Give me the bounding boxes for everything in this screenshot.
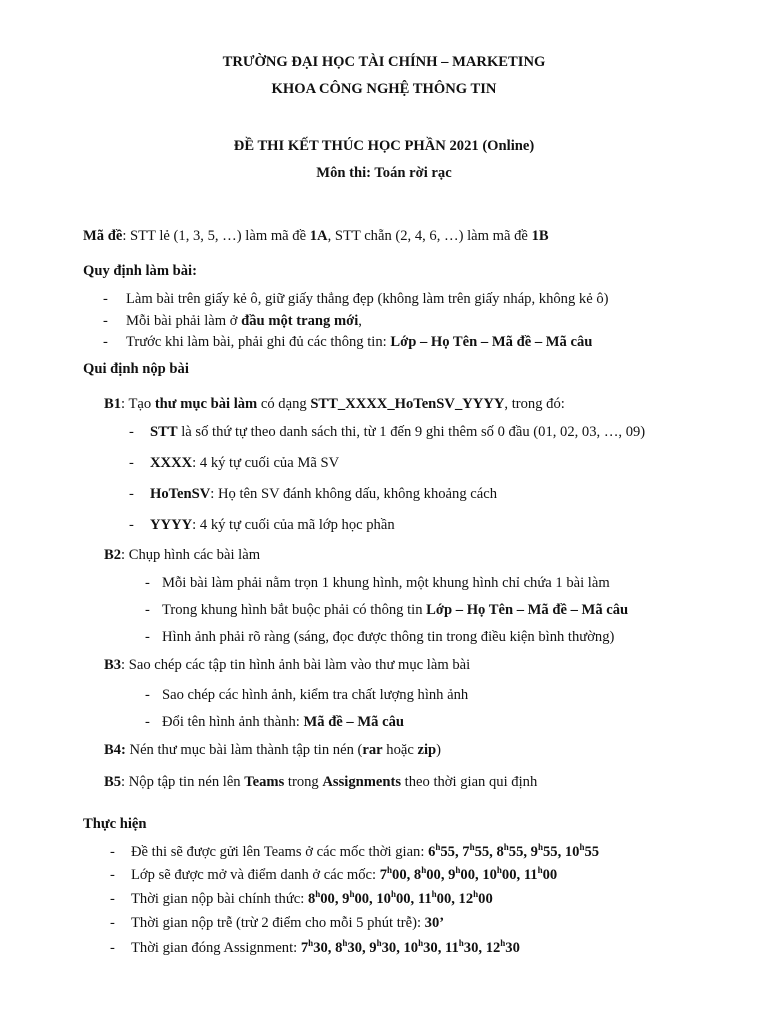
exam-code-line — [83, 229, 549, 244]
schedule-times — [428, 844, 599, 860]
exam-code-text-1: : STT lẻ (1, 3, 5, …) làm mã đề — [122, 228, 310, 244]
step-text: trong — [284, 774, 323, 790]
step-bold: zip — [417, 742, 437, 758]
schedule-text: Thời gian đóng Assignment: — [131, 940, 301, 956]
time-value: 8$^h$30, — [335, 938, 370, 956]
time-value: 10$^h$30, — [403, 938, 445, 956]
schedule-times — [308, 891, 493, 907]
time-value: 12$^h$30 — [485, 938, 520, 956]
faculty-name: KHOA CÔNG NGHỆ THÔNG TIN — [271, 81, 497, 97]
exam-subject: Môn thi: Toán rời rạc — [316, 165, 452, 181]
schedule-text: Đề thi sẽ được gửi lên Teams ở các mốc thời gian: — [131, 844, 429, 860]
bullet-dash: - — [145, 602, 150, 618]
step-label: B5 — [104, 774, 122, 790]
submission-rules-heading: Qui định nộp bài — [83, 361, 189, 377]
rule-bold: đầu một trang mới — [241, 313, 359, 329]
item-text: : 4 ký tự cuối của Mã SV — [192, 455, 340, 471]
bullet-dash: - — [110, 867, 115, 883]
schedule-text: Thời gian nộp bài chính thức: — [131, 891, 308, 907]
b2-item: Hình ảnh phải rõ ràng (sáng, đọc được thông tin trong điều kiện bình thường) — [162, 629, 615, 645]
time-value: 8$^h$00, — [413, 865, 449, 883]
step-bold: Assignments — [322, 774, 402, 790]
exam-title: ĐỀ THI KẾT THÚC HỌC PHẦN 2021 (Online) — [233, 138, 535, 154]
item-text: : 4 ký tự cuối của mã lớp học phần — [192, 517, 395, 533]
b2-item: Mỗi bài làm phải nằm trọn 1 khung hình, một khung hình chỉ chứa 1 bài làm — [162, 575, 610, 591]
schedule-times — [380, 867, 558, 883]
schedule-item — [131, 842, 600, 860]
step-text: có dạng — [257, 396, 311, 412]
bullet-dash: - — [110, 940, 115, 956]
item-text: Đổi tên hình ảnh thành: — [162, 714, 304, 730]
university-name: TRƯỜNG ĐẠI HỌC TÀI CHÍNH – MARKETING — [222, 54, 546, 70]
step-text: theo thời gian qui định — [401, 774, 538, 790]
time-value: 10$^h$55 — [564, 842, 600, 860]
step-text: : Nộp tập tin nén lên — [121, 774, 245, 790]
rule-text: , — [358, 313, 362, 329]
b1-item — [150, 456, 339, 471]
rule-bold: Lớp – Họ Tên – Mã đề – Mã câu — [390, 334, 593, 350]
item-text: : Họ tên SV đánh không dấu, không khoảng cách — [210, 486, 497, 502]
step-text: Nén thư mục bài làm thành tập tin nén ( — [125, 742, 363, 758]
b1-item — [150, 487, 497, 502]
b1-item — [150, 518, 395, 533]
time-value: 10$^h$00, — [482, 865, 524, 883]
time-value: 9$^h$55, — [530, 842, 565, 860]
work-rule-item — [126, 314, 362, 329]
bullet-dash: - — [110, 844, 115, 860]
bullet-dash: - — [103, 291, 108, 307]
bullet-dash: - — [129, 517, 134, 533]
exam-code-text-2: , STT chẵn (2, 4, 6, …) làm mã đề — [327, 228, 532, 244]
time-value: 9$^h$00, — [342, 889, 377, 907]
work-rule-item — [126, 335, 592, 350]
bullet-dash: - — [129, 424, 134, 440]
step-bold: STT_XXXX_HoTenSV_YYYY — [310, 396, 505, 412]
time-value: 9$^h$30, — [369, 938, 404, 956]
time-value: 6$^h$55, — [428, 842, 463, 860]
schedule-times — [301, 940, 520, 956]
rule-text: Trước khi làm bài, phải ghi đủ các thông tin: — [126, 334, 391, 350]
time-value: 8$^h$55, — [496, 842, 531, 860]
item-bold: YYYY — [150, 517, 193, 533]
item-text: là số thứ tự theo danh sách thi, từ 1 đến 9 ghi thêm số 0 đầu (01, 02, 03, …, 09) — [177, 424, 646, 440]
step-b3 — [104, 658, 470, 673]
step-label: B3 — [104, 657, 122, 673]
exam-code-a: 1A — [309, 228, 328, 244]
step-b4 — [104, 743, 441, 758]
bullet-dash: - — [103, 334, 108, 350]
time-value: 8$^h$00, — [307, 889, 343, 907]
step-text: hoặc — [382, 742, 418, 758]
time-value: 9$^h$00, — [448, 865, 483, 883]
rule-text: Mỗi bài phải làm ở — [126, 313, 242, 329]
time-value: 7$^h$00, — [379, 865, 414, 883]
time-value: 11$^h$30, — [444, 938, 486, 956]
schedule-text: Thời gian nộp trễ (trừ 2 điểm cho mỗi 5 phút trễ): — [131, 915, 425, 931]
step-text: , trong đó: — [504, 396, 565, 412]
bullet-dash: - — [103, 313, 108, 329]
step-text: : Chụp hình các bài làm — [121, 547, 261, 563]
step-label: B4: — [104, 742, 126, 758]
bullet-dash: - — [110, 891, 115, 907]
step-bold: rar — [362, 742, 383, 758]
time-value: 7$^h$30, — [300, 938, 336, 956]
time-value: 11$^h$00 — [523, 865, 558, 883]
exam-code-label: Mã đề — [83, 228, 123, 244]
schedule-item — [131, 938, 520, 956]
step-bold: thư mục bài làm — [154, 396, 258, 412]
schedule-item — [131, 889, 493, 907]
step-b2 — [104, 548, 260, 563]
step-b5 — [104, 775, 537, 790]
bullet-dash: - — [129, 486, 134, 502]
bullet-dash: - — [110, 915, 115, 931]
item-bold: Lớp – Họ Tên – Mã đề – Mã câu — [426, 602, 629, 618]
item-bold: STT — [150, 424, 178, 440]
step-b1 — [104, 397, 565, 412]
item-bold: Mã đề – Mã câu — [303, 714, 404, 730]
item-bold: XXXX — [150, 455, 193, 471]
schedule-text: Lớp sẽ được mở và điểm danh ở các mốc: — [131, 867, 380, 883]
work-rule-item: Làm bài trên giấy kẻ ô, giữ giấy thẳng đẹp (không làm trên giấy nháp, không kẻ ô) — [126, 291, 609, 307]
bullet-dash: - — [145, 714, 150, 730]
item-bold: HoTenSV — [150, 486, 211, 502]
b3-item — [162, 715, 404, 730]
work-rules-heading: Quy định làm bài: — [83, 263, 197, 279]
exam-code-b: 1B — [531, 228, 549, 244]
time-value: 10$^h$00, — [376, 889, 418, 907]
step-label: B2 — [104, 547, 122, 563]
bullet-dash: - — [145, 629, 150, 645]
schedule-item — [131, 916, 444, 931]
b3-item: Sao chép các hình ảnh, kiểm tra chất lượng hình ảnh — [162, 687, 469, 703]
item-text: Trong khung hình bắt buộc phải có thông tin — [162, 602, 427, 618]
step-text: : Sao chép các tập tin hình ảnh bài làm vào thư mục làm bài — [121, 657, 471, 673]
b1-item — [150, 425, 645, 440]
step-text: : Tạo — [121, 396, 155, 412]
step-label: B1 — [104, 396, 122, 412]
bullet-dash: - — [145, 687, 150, 703]
time-value: 12$^h$00 — [458, 889, 493, 907]
implementation-heading: Thực hiện — [83, 816, 147, 832]
time-value: 7$^h$55, — [462, 842, 497, 860]
bullet-dash: - — [145, 575, 150, 591]
bullet-dash: - — [129, 455, 134, 471]
step-text: ) — [436, 742, 442, 758]
late-window: 30’ — [424, 915, 445, 931]
b2-item — [162, 603, 628, 618]
schedule-item — [131, 865, 558, 883]
step-bold: Teams — [244, 774, 285, 790]
time-value: 11$^h$00, — [417, 889, 459, 907]
